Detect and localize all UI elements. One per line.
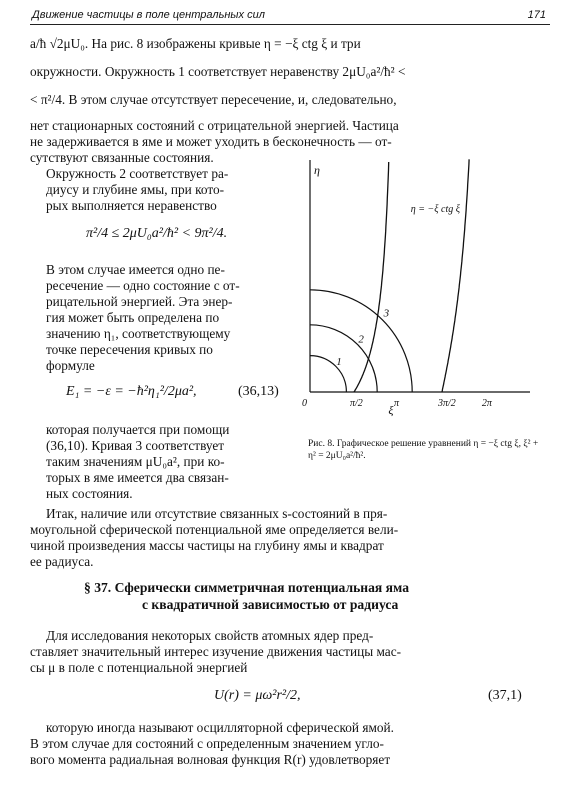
text-line: (36,10). Кривая 3 соответствует bbox=[46, 438, 225, 453]
curve-branch-1 bbox=[354, 162, 389, 392]
text-line: моугольной сферической потенциальной яме определяется вели- bbox=[30, 522, 399, 537]
text-line: Окружность 2 соответствует ра- bbox=[46, 166, 229, 181]
equation-number: (37,1) bbox=[488, 688, 522, 703]
running-header bbox=[30, 8, 550, 25]
circle-label: 2 bbox=[358, 333, 364, 346]
text-line: которую иногда называют осцилляторной сферической ямой. bbox=[46, 720, 394, 735]
equation-number: (36,13) bbox=[238, 384, 279, 399]
text-line: ее радиуса. bbox=[30, 554, 94, 569]
tick-label: 0 bbox=[302, 398, 307, 409]
inequality-equation: π²/4 ≤ 2μU₀a²/ħ² < 9π²/4. bbox=[86, 226, 228, 241]
text-line: рых выполняется неравенство bbox=[46, 198, 217, 213]
figure-caption: Рис. 8. Графическое решение уравнений η = −ξ ctg ξ, ξ² + η² = 2μU₀a²/ħ². bbox=[308, 439, 539, 461]
text-line: точке пересечения кривых по bbox=[46, 342, 213, 357]
text-line: ресечение — одно состояние с от- bbox=[46, 278, 240, 293]
tick-label: 2π bbox=[481, 398, 492, 409]
text-line: формуле bbox=[46, 358, 95, 373]
text-line: таким значениям μU₀a², при ко- bbox=[46, 454, 225, 469]
y-axis-label: η bbox=[314, 163, 320, 177]
x-axis-label: ξ bbox=[388, 403, 394, 417]
text-line: торых в яме имеется два связан- bbox=[46, 470, 229, 485]
text-line: рицательной энергией. Эта энер- bbox=[46, 294, 233, 309]
figure-graphical-solution bbox=[298, 152, 538, 420]
text-line: В этом случае имеется одно пе- bbox=[46, 262, 225, 277]
tick-label: π/2 bbox=[349, 398, 363, 409]
text-line: ных состояния. bbox=[46, 486, 133, 501]
text-line: не задерживается в яме и может уходить в бесконечность — от- bbox=[30, 134, 392, 149]
header-title: Движение частицы в поле центральных сил bbox=[32, 9, 265, 21]
text-line: вого момента радиальная волновая функция R(r) удовлетворяет bbox=[30, 752, 391, 767]
tick-label: π bbox=[393, 398, 399, 409]
section-heading: § 37. Сферически симметричная потенциальная яма bbox=[84, 580, 409, 595]
circle-label: 1 bbox=[336, 356, 342, 369]
text-line: Итак, наличие или отсутствие связанных s-состояний в пря- bbox=[46, 506, 388, 521]
circle-label: 3 bbox=[383, 307, 390, 320]
text-line: < π²/4. В этом случае отсутствует пересечение, и, следовательно, bbox=[30, 92, 397, 107]
text-line: диусу и глубине ямы, при кото- bbox=[46, 182, 225, 197]
text-line: окружности. Окружность 1 соответствует неравенству 2μU₀a²/ħ² < bbox=[30, 64, 406, 79]
tick-label: 3π/2 bbox=[437, 398, 456, 409]
text-line: Для исследования некоторых свойств атомных ядер пред- bbox=[46, 628, 374, 643]
text-line: гия может быть определена по bbox=[46, 310, 220, 325]
text-line: нет стационарных состояний с отрицательной энергией. Частица bbox=[30, 118, 399, 133]
text-line: a/ħ √2μU₀. На рис. 8 изображены кривые η = −ξ ctg ξ и три bbox=[30, 36, 361, 51]
circle-arc bbox=[310, 325, 377, 392]
text-line: сы μ в поле с потенциальной энергией bbox=[30, 660, 248, 675]
curve-branch-2 bbox=[442, 159, 469, 392]
text-line: ставляет значительный интерес изучение движения частицы мас- bbox=[30, 644, 402, 659]
section-heading: с квадратичной зависимостью от радиуса bbox=[142, 597, 399, 612]
page-number: 171 bbox=[527, 9, 546, 21]
text-line: значению η₁, соответствующему bbox=[46, 326, 231, 341]
text-line: сутствуют связанные состояния. bbox=[30, 150, 214, 165]
text-line: чиной произведения массы частицы на глубину ямы и квадрат bbox=[30, 538, 384, 553]
energy-equation: E₁ = −ε = −ħ²η₁²/2μa², bbox=[66, 384, 197, 399]
text-line: которая получается при помощи bbox=[46, 422, 230, 437]
text-line: В этом случае для состояний с определенным значением угло- bbox=[30, 736, 384, 751]
potential-equation: U(r) = μω²r²/2, bbox=[214, 688, 301, 703]
curve-label: η = −ξ ctg ξ bbox=[410, 204, 461, 215]
